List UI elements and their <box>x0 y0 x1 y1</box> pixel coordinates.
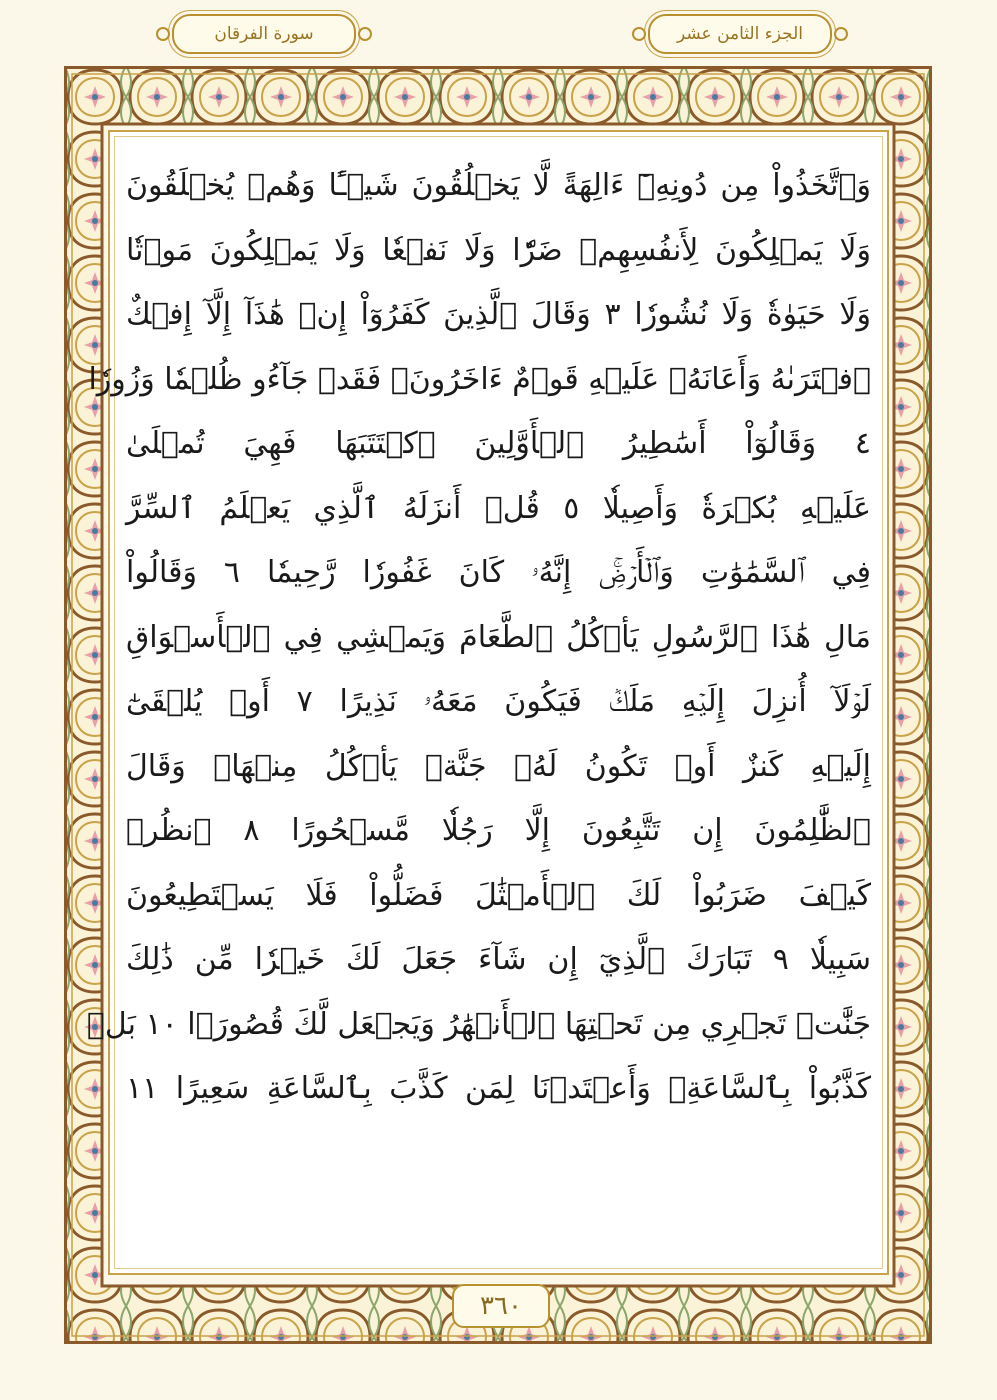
text-line: كَذَّبُواْ بِٱلسَّاعَةِۖ وَأَعۡتَدۡنَا لِمَن كَذَّبَ بِٱلسَّاعَةِ سَعِيرًا ١١ <box>126 1071 871 1106</box>
text-line: كَيۡفَ ضَرَبُواْ لَكَ ٱلۡأَمۡثَٰلَ فَضَلُّواْ فَلَا يَسۡتَطِيعُونَ <box>126 877 871 913</box>
text-line: ٱفۡتَرَىٰهُ وَأَعَانَهُۥ عَلَيۡهِ قَوۡمٌ ءَاخَرُونَۖ فَقَدۡ جَآءُو ظُلۡمٗا وَزُورٗا <box>88 361 871 397</box>
text-line: وَلَا حَيَوٰةٗ وَلَا نُشُورٗا ٣ وَقَالَ ٱلَّذِينَ كَفَرُوٓاْ إِنۡ هَٰذَآ إِلَّآ إِفۡكٌ <box>126 297 871 332</box>
text-line: وَٱتَّخَذُواْ مِن دُونِهِۦٓ ءَالِهَةً لَّا يَخۡلُقُونَ شَيۡـًٔا وَهُمۡ يُخۡلَقُونَ <box>126 168 871 203</box>
juz-name-label: الجزء الثامن عشر <box>648 14 832 54</box>
text-line: إِلَيۡهِ كَنزٌ أَوۡ تَكُونُ لَهُۥ جَنَّةٞ يَأۡكُلُ مِنۡهَاۚ وَقَالَ <box>126 748 871 784</box>
surah-name-label: سورة الفرقان <box>172 14 356 54</box>
page-number: ٣٦٠ <box>452 1284 550 1328</box>
text-line: ٱلظَّٰلِمُونَ إِن تَتَّبِعُونَ إِلَّا رَجُلٗا مَّسۡحُورًا ٨ ٱنظُرۡ <box>126 813 871 848</box>
text-line: مَالِ هَٰذَا ٱلرَّسُولِ يَأۡكُلُ ٱلطَّعَامَ وَيَمۡشِي فِي ٱلۡأَسۡوَاقِ <box>126 619 871 655</box>
text-line: لَوۡلَآ أُنزِلَ إِلَيۡهِ مَلَكٞ فَيَكُونَ مَعَهُۥ نَذِيرًا ٧ أَوۡ يُلۡقَىٰٓ <box>126 684 871 719</box>
text-line: ٤ وَقَالُوٓاْ أَسَٰطِيرُ ٱلۡأَوَّلِينَ ٱكۡتَتَبَهَا فَهِيَ تُمۡلَىٰ <box>126 426 871 461</box>
text-line: فِي ٱلسَّمَٰوَٰتِ وَٱلۡأَرۡضِۚ إِنَّهُۥ كَانَ غَفُورٗا رَّحِيمٗا ٦ وَقَالُواْ <box>126 555 871 590</box>
text-line: عَلَيۡهِ بُكۡرَةٗ وَأَصِيلٗا ٥ قُلۡ أَنزَلَهُ ٱلَّذِي يَعۡلَمُ ٱلسِّرَّ <box>126 490 871 526</box>
quran-text-panel <box>86 130 889 1275</box>
text-line: وَلَا يَمۡلِكُونَ لِأَنفُسِهِمۡ ضَرّٗا وَلَا نَفۡعٗا وَلَا يَمۡلِكُونَ مَوۡتٗا <box>126 232 871 268</box>
text-line: سَبِيلٗا ٩ تَبَارَكَ ٱلَّذِيٓ إِن شَآءَ جَعَلَ لَكَ خَيۡرٗا مِّن ذَٰلِكَ <box>126 942 871 977</box>
text-line: جَنَّٰتٖ تَجۡرِي مِن تَحۡتِهَا ٱلۡأَنۡهَٰرُ وَيَجۡعَل لَّكَ قُصُورَۢا ١٠ بَلۡ <box>86 1006 871 1042</box>
